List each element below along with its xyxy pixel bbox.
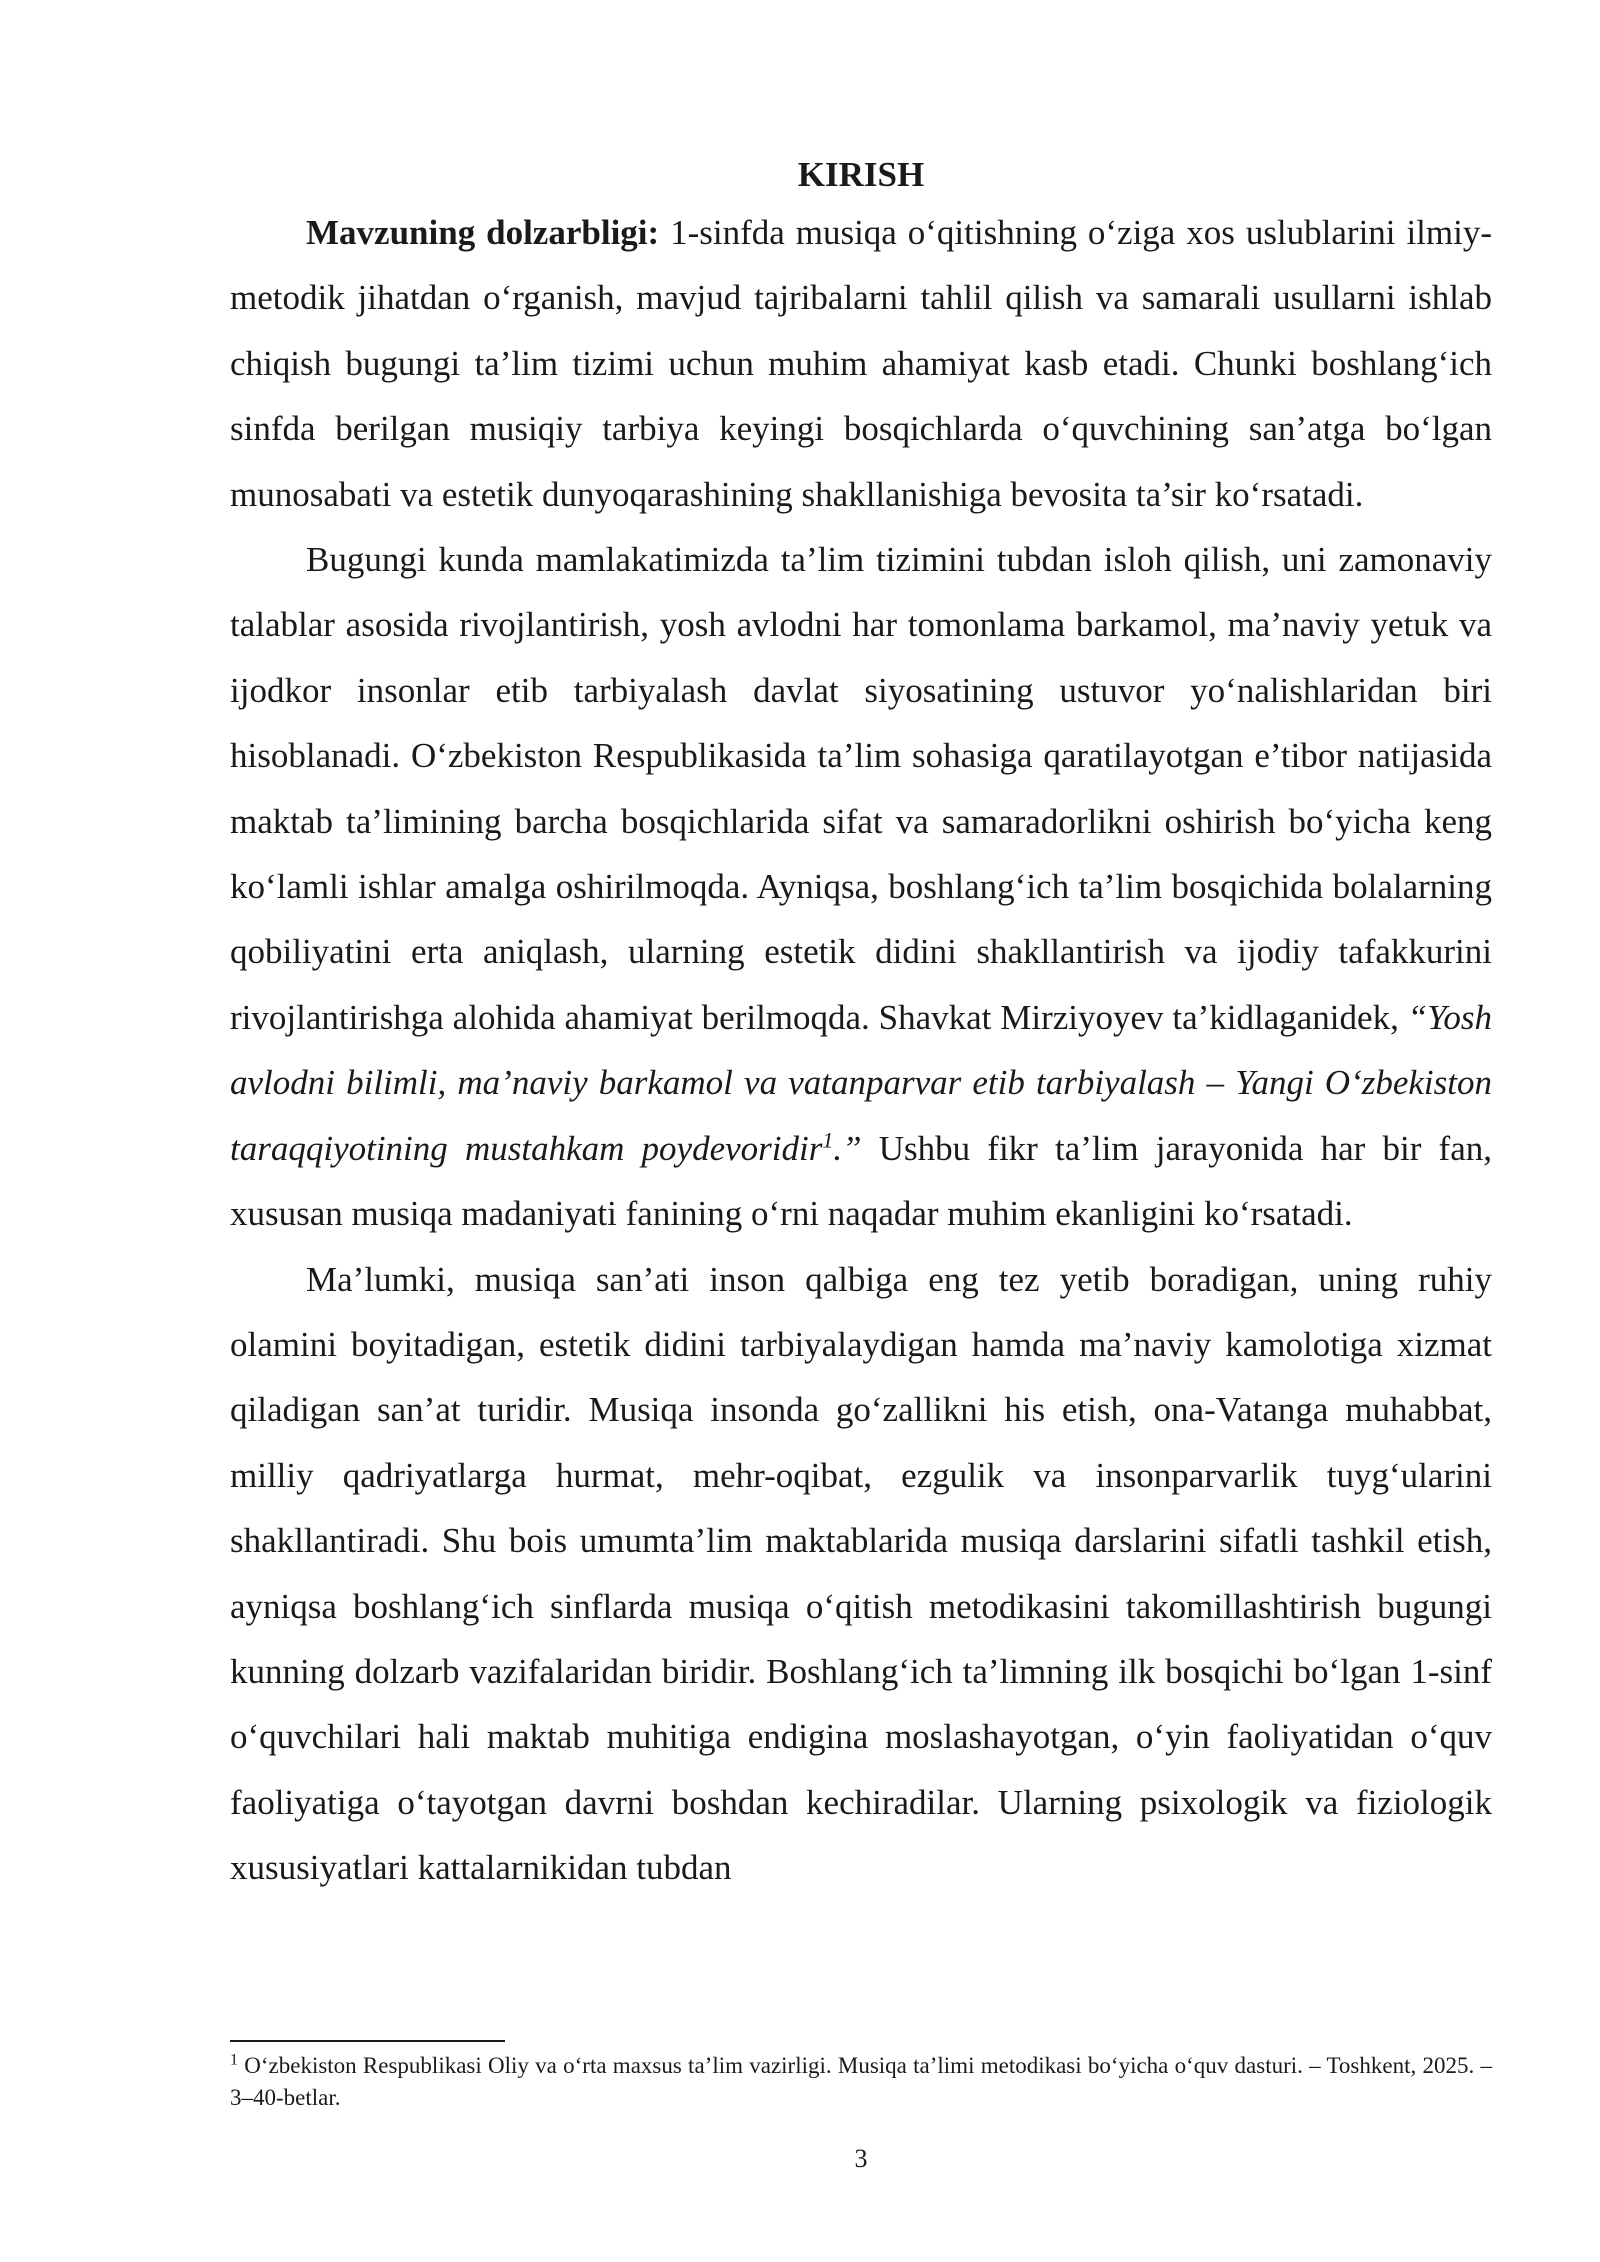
footnote-text: O‘zbekiston Respublikasi Oliy va o‘rta maxsus ta’lim vazirligi. Musiqa ta’limi metodikasi bo‘yicha o‘quv dasturi. – Toshkent, 2025. – 3–40-betlar.: [230, 2053, 1492, 2110]
footnote-number: 1: [230, 2051, 238, 2069]
paragraph-music-art: [230, 1247, 1492, 1901]
footnote-separator: [230, 2040, 505, 2042]
footnote: [230, 2050, 1492, 2114]
page-title: KIRISH: [797, 155, 925, 194]
music-art-text: Ma’lumki, musiqa san’ati inson qalbiga eng tez yetib boradigan, uning ruhiy olamini boyitadigan, estetik didini tarbiyalaydigan hamda ma’naviy kamolotiga xizmat qiladigan san’at turidir. Musiqa insonda go‘zallikni his etish, ona-Vatanga muhabbat, milliy qadriyatlarga hurmat, mehr-oqibat, ezgulik va insonparvarlik tuyg‘ularini shakllantiradi. Shu bois umumta’lim maktablarida musiqa darslarini sifatli tashkil etish, ayniqsa boshlang‘ich sinflarda musiqa o‘qitish metodikasini takomillashtirish bugungi kunning dolzarb vazifalaridan biridir. Boshlang‘ich ta’limning ilk bosqichi bo‘lgan 1-sinf o‘quvchilari hali maktab muhitiga endigina moslashayotgan, o‘yin faoliyatidan o‘quv faoliyatiga o‘tayotgan davrni boshdan kechiradilar. Ularning psixologik va fiziologik xususiyatlari kattalarnikidan tubdan: [230, 1259, 1492, 1888]
footnote-reference-number: 1: [822, 1127, 834, 1153]
footnote-reference: [822, 1127, 833, 1152]
page-number: 3: [854, 2144, 868, 2173]
president-quote: “Yosh avlodni bilimli, ma’naviy barkamol va vatanparvar etib tarbiyalash – Yangi O‘zbekiston taraqqiyotining mustahkam poydevoridir: [230, 997, 1492, 1168]
page-body: [230, 150, 1492, 1901]
paragraph-relevance: [230, 200, 1492, 527]
relevance-text: 1-sinfda musiqa o‘qitishning o‘ziga xos uslublarini ilmiy-metodik jihatdan o‘rganish, mavjud tajribalarni tahlil qilish va samarali usullarni ishlab chiqish bugungi ta’lim tizimi uchun muhim ahamiyat kasb etadi. Chunki boshlang‘ich sinfda berilgan musiqiy tarbiya keyingi bosqichlarda o‘quvchining san’atga bo‘lgan munosabati va estetik dunyoqarashining shakllanishiga bevosita ta’sir ko‘rsatadi.: [230, 213, 1493, 514]
quote-close: .”: [833, 1128, 862, 1168]
relevance-label: Mavzuning dolzarbligi:: [306, 213, 660, 252]
reform-text-continued: Ushbu fikr ta’lim jarayonida har bir fan, xususan musiqa madaniyati fanining o‘rni naqadar muhim ekanligini ko‘rsatadi.: [230, 1128, 1492, 1234]
paragraph-education-reform: [230, 527, 1492, 1246]
reform-text: Bugungi kunda mamlakatimizda ta’lim tizimini tubdan isloh qilish, uni zamonaviy talablar asosida rivojlantirish, yosh avlodni har tomonlama barkamol, ma’naviy yetuk va ijodkor insonlar etib tarbiyalash davlat siyosatining ustuvor yo‘nalishlaridan biri hisoblanadi. O‘zbekiston Respublikasida ta’lim sohasiga qaratilayotgan e’tibor natijasida maktab ta’limining barcha bosqichlarida sifat va samaradorlikni oshirish bo‘yicha keng ko‘lamli ishlar amalga oshirilmoqda. Ayniqsa, boshlang‘ich ta’lim bosqichida bolalarning qobiliyatini erta aniqlash, ularning estetik didini shakllantirish va ijodiy tafakkurini rivojlantirishga alohida ahamiyat berilmoqda. Shavkat Mirziyoyev ta’kidlaganidek,: [230, 540, 1492, 1037]
